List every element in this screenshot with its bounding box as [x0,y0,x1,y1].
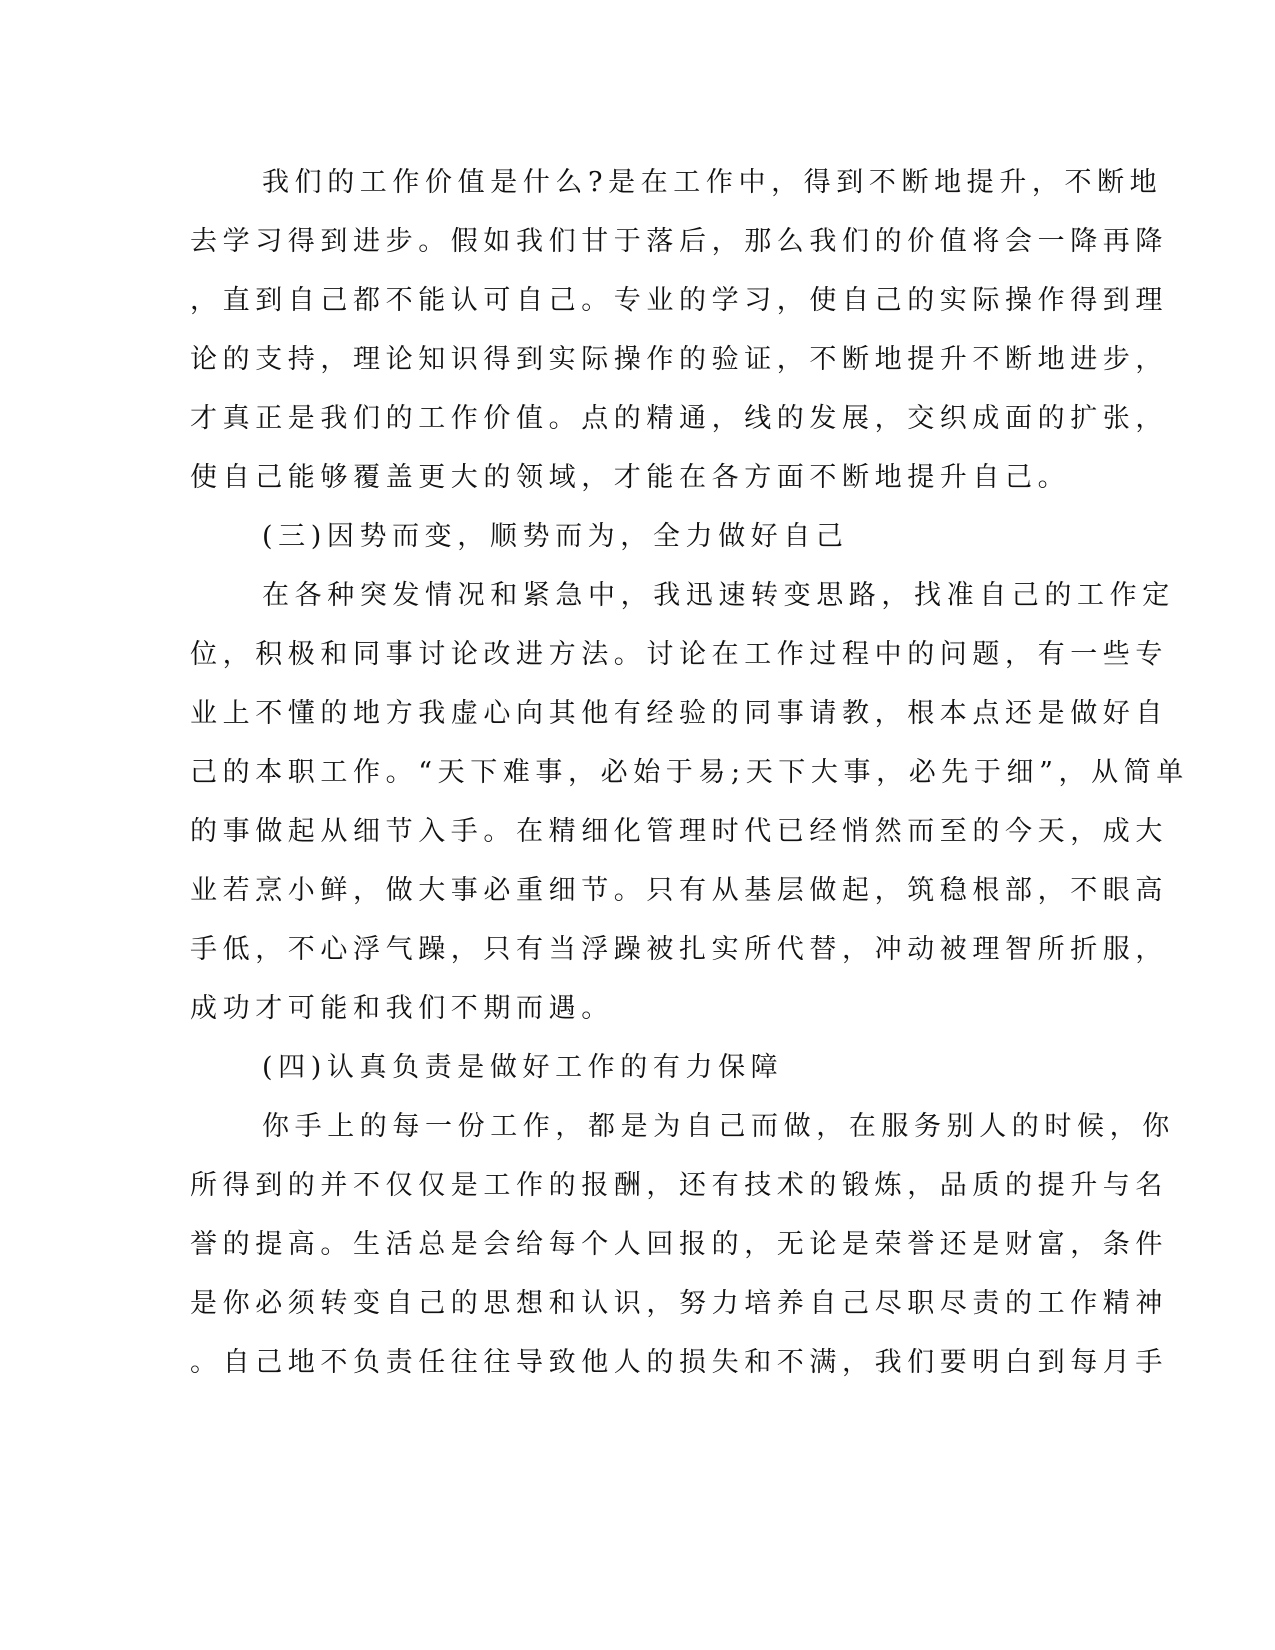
paragraph-2-line-4: 己的本职工作。“天下难事，必始于易;天下大事，必先于细”，从简单 [190,757,1189,788]
paragraph-1-line-6: 使自己能够覆盖更大的领域，才能在各方面不断地提升自己。 [190,462,1071,493]
section-heading-3: (三)因势而变，顺势而为，全力做好自己 [262,521,849,552]
paragraph-3-line-4: 是你必须转变自己的思想和认识，努力培养自己尽职尽责的工作精神 [190,1288,1168,1319]
paragraph-2-line-7: 手低，不心浮气躁，只有当浮躁被扎实所代替，冲动被理智所折服， [190,934,1168,965]
paragraph-2-line-5: 的事做起从细节入手。在精细化管理时代已经悄然而至的今天，成大 [190,816,1168,847]
paragraph-1-line-1: 我们的工作价值是什么?是在工作中，得到不断地提升，不断地 [262,167,1163,198]
paragraph-2-line-8: 成功才可能和我们不期而遇。 [190,993,614,1024]
paragraph-3-line-2: 所得到的并不仅仅是工作的报酬，还有技术的锻炼，品质的提升与名 [190,1170,1168,1201]
paragraph-3-line-3: 誉的提高。生活总是会给每个人回报的，无论是荣誉还是财富，条件 [190,1229,1168,1260]
paragraph-2-line-6: 业若烹小鲜，做大事必重细节。只有从基层做起，筑稳根部，不眼高 [190,875,1168,906]
paragraph-2-line-1: 在各种突发情况和紧急中，我迅速转变思路，找准自己的工作定 [262,580,1175,611]
paragraph-1-line-4: 论的支持，理论知识得到实际操作的验证，不断地提升不断地进步， [190,344,1168,375]
section-heading-4: (四)认真负责是做好工作的有力保障 [262,1052,784,1083]
paragraph-1-line-5: 才真正是我们的工作价值。点的精通，线的发展，交织成面的扩张， [190,403,1168,434]
paragraph-2-line-3: 业上不懂的地方我虚心向其他有经验的同事请教，根本点还是做好自 [190,698,1168,729]
paragraph-1-line-3: ，直到自己都不能认可自己。专业的学习，使自己的实际操作得到理 [190,285,1168,316]
paragraph-3-line-1: 你手上的每一份工作，都是为自己而做，在服务别人的时候，你 [262,1111,1175,1142]
paragraph-1-line-2: 去学习得到进步。假如我们甘于落后，那么我们的价值将会一降再降 [190,226,1168,257]
paragraph-3-line-5: 。自己地不负责任往往导致他人的损失和不满，我们要明白到每月手 [190,1347,1168,1378]
paragraph-2-line-2: 位，积极和同事讨论改进方法。讨论在工作过程中的问题，有一些专 [190,639,1168,670]
